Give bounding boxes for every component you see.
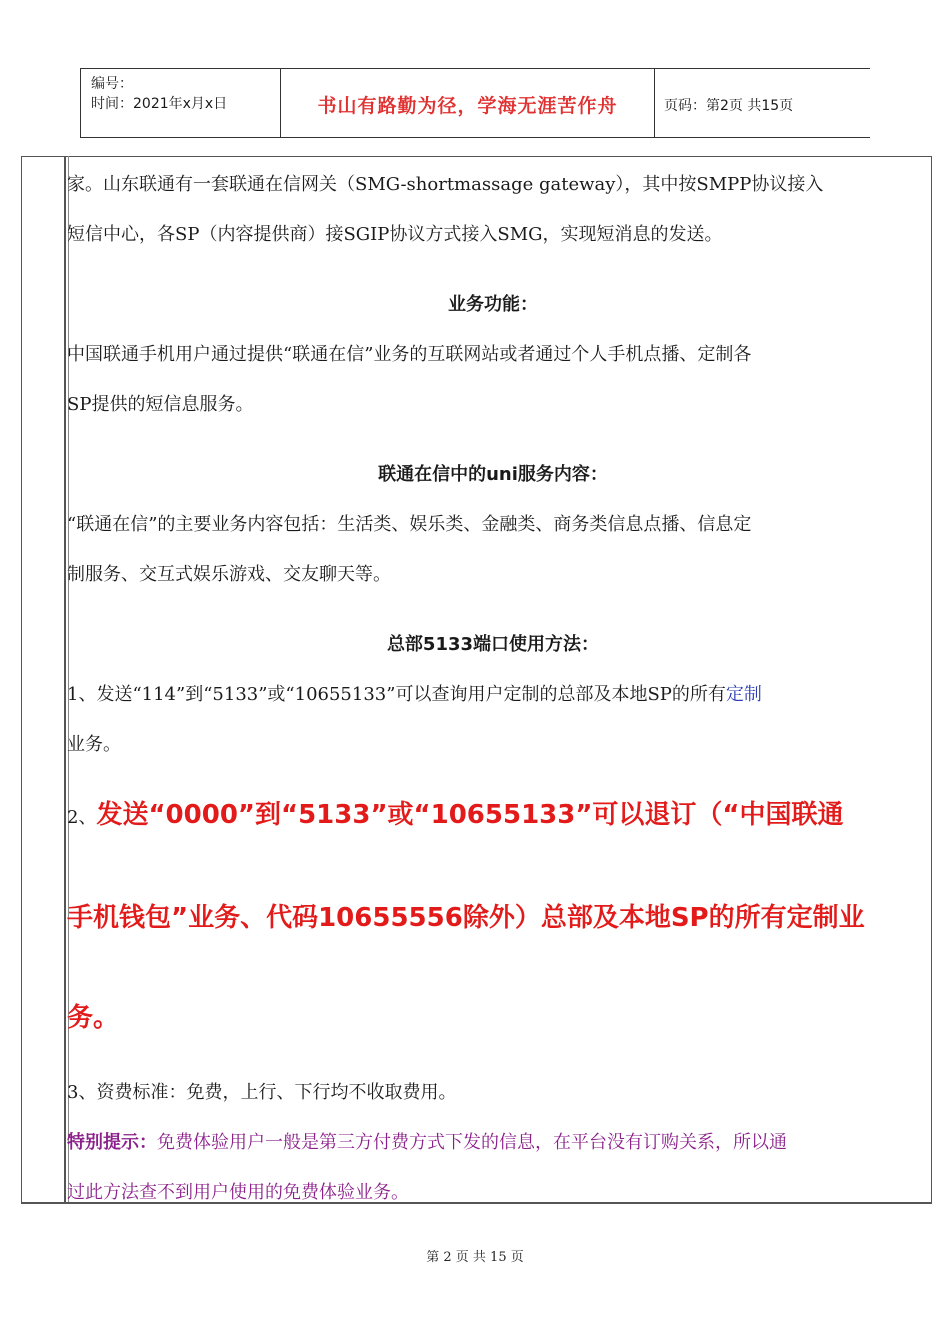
function-line-2: SP提供的短信息服务。 (67, 394, 254, 415)
header-info-cell (80, 69, 281, 137)
document-body (67, 160, 919, 1218)
item-2-number: 2、 (67, 807, 97, 828)
port-usage-heading: 总部5133端口使用方法： (386, 634, 600, 655)
spacer (67, 430, 919, 450)
uni-service-heading: 联通在信中的uni服务内容： (378, 464, 608, 485)
spacer (67, 260, 919, 280)
item-2-line-3: 务。 (67, 1003, 120, 1033)
spacer (67, 600, 919, 620)
page-header (80, 68, 870, 138)
frame-left-rule (64, 156, 66, 1202)
item-1-line-1 (67, 670, 919, 720)
tip-line-1 (67, 1118, 919, 1168)
business-function-heading: 业务功能： (448, 294, 538, 315)
tip-line-2: 过此方法查不到用户使用的免费体验业务。 (67, 1182, 409, 1203)
intro-line-1: 家。山东联通有一套联通在信网关（SMG-shortmassage gateway），其中按SMPP协议接入 (67, 174, 824, 195)
frame-top-border (21, 156, 932, 157)
item-1-text: 1、发送“114”到“5133”或“10655133”可以查询用户定制的总部及本地SP的所有 (67, 684, 726, 705)
number-label: 编号： (91, 76, 133, 92)
tip-text-1: 免费体验用户一般是第三方付费方式下发的信息，在平台没有订购关系，所以通 (157, 1132, 787, 1153)
time-label: 时间：2021年x月x日 (91, 96, 228, 112)
item-3: 3、资费标准：免费，上行、下行均不收取费用。 (67, 1082, 457, 1103)
page-label: 页码：第2页 共15页 (664, 98, 794, 114)
header-page-cell (654, 69, 870, 137)
function-line-1: 中国联通手机用户通过提供“联通在信”业务的互联网站或者通过个人手机点播、定制各 (67, 344, 752, 365)
item-2-line-2: 手机钱包”业务、代码10655556除外）总部及本地SP的所有定制业 (67, 903, 865, 933)
item-2-text-1: 发送“0000”到“5133”或“10655133”可以退订（“中国联通 (96, 800, 844, 830)
item-2-line-1 (67, 765, 919, 868)
uni-line-2: 制服务、交互式娱乐游戏、交友聊天等。 (67, 564, 391, 585)
motto-text: 书山有路勤为径，学海无涯苦作舟 (317, 95, 618, 117)
tip-label: 特别提示： (67, 1132, 157, 1153)
item-1-line-2: 业务。 (67, 734, 121, 755)
intro-line-2: 短信中心，各SP（内容提供商）接SGIP协议方式接入SMG，实现短消息的发送。 (67, 224, 723, 245)
uni-line-1: “联通在信”的主要业务内容包括：生活类、娱乐类、金融类、商务类信息点播、信息定 (67, 514, 752, 535)
custom-link[interactable]: 定制 (725, 684, 762, 705)
header-motto-cell (280, 69, 655, 137)
page-footer: 第 2 页 共 15 页 (426, 1250, 524, 1265)
